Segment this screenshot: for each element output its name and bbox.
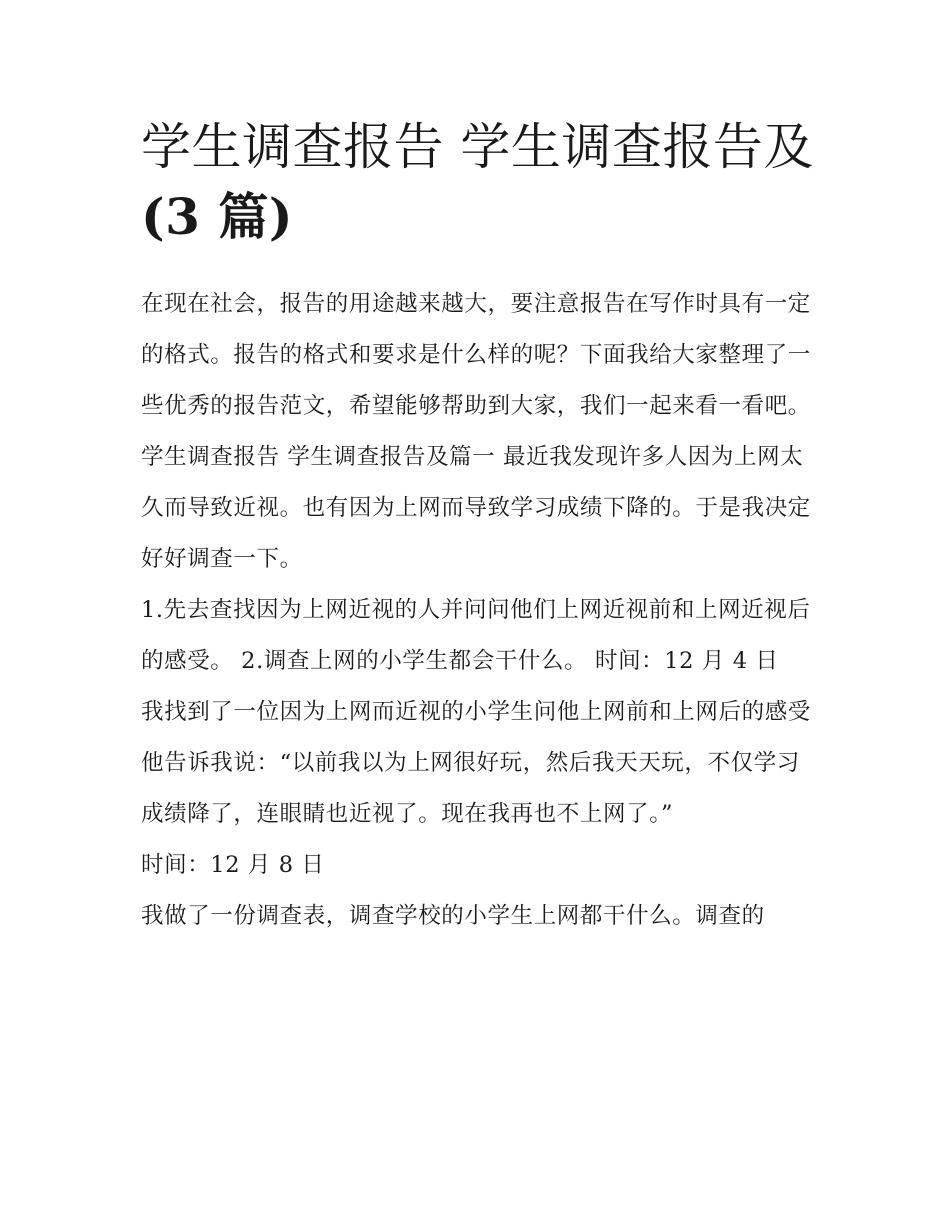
paragraph-date: 时间：12 月 8 日: [141, 852, 325, 878]
paragraph-intro: 在现在社会，报告的用途越来越大，要注意报告在写作时具有一定的格式。报告的格式和要求是什么样的呢？下面我给大家整理了一些优秀的报告范文，希望能够帮助到大家，我们一起来看一看吧。: [141, 291, 811, 419]
document-title: [141, 112, 821, 252]
title-count: (3 篇): [141, 187, 294, 246]
title-main: 学生调查报告 学生调查报告及: [141, 118, 814, 176]
paragraph-method: 1.先去查找因为上网近视的人并问问他们上网近视前和上网近视后的感受。 2.调查上网的小学生都会干什么。 时间：12 月 4 日: [141, 597, 811, 674]
paragraph-survey: 我做了一份调查表，调查学校的小学生上网都干什么。调查的: [141, 903, 765, 929]
document-body: [141, 279, 813, 942]
paragraph-interview: 我找到了一位因为上网而近视的小学生问他上网前和上网后的感受他告诉我说：“以前我以为上网很好玩，然后我天天玩，不仅学习成绩降了，连眼睛也近视了。现在我再也不上网了。”: [141, 699, 811, 827]
paragraph-section-one: 学生调查报告 学生调查报告及篇一 最近我发现许多人因为上网太久而导致近视。也有因为上网而导致学习成绩下降的。于是我决定好好调查一下。: [141, 444, 811, 572]
